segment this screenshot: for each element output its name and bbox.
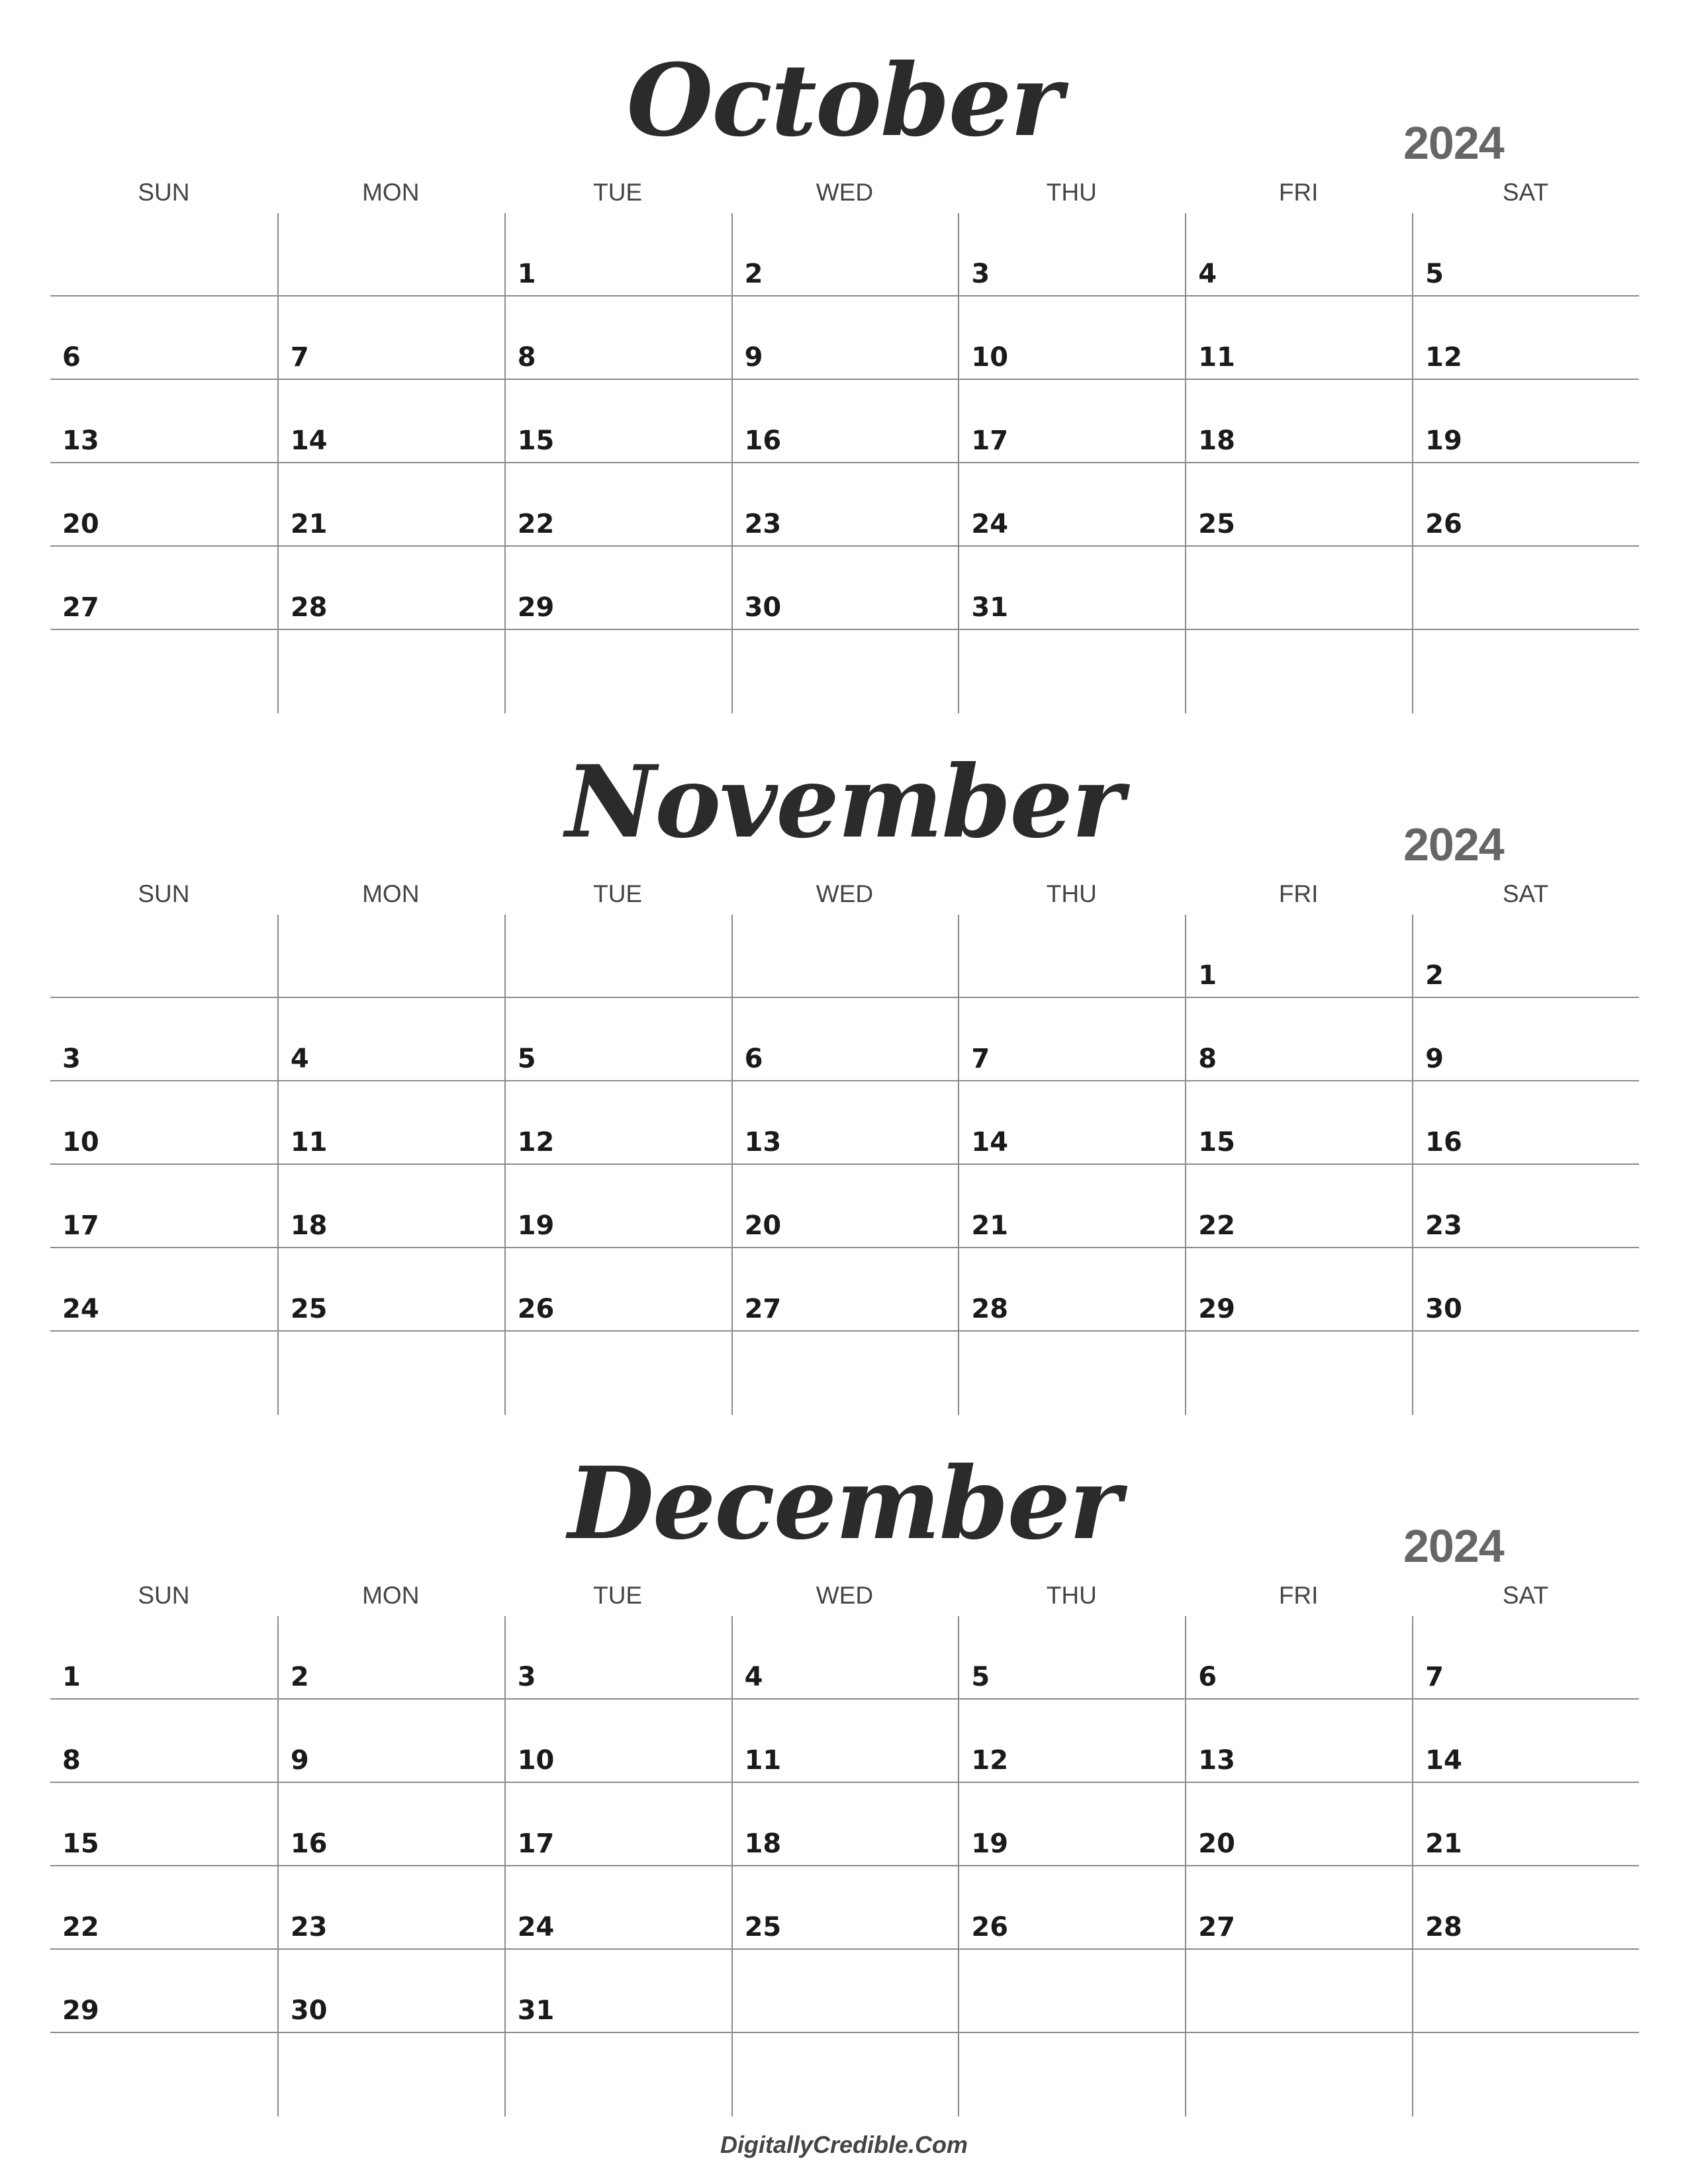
day-cell (1185, 1783, 1412, 1866)
day-number: 30 (744, 592, 782, 623)
day-cell (277, 1950, 504, 2033)
day-cell (1412, 463, 1639, 547)
weekday-label: THU (1046, 1582, 1097, 1609)
day-number: 22 (62, 1912, 99, 1942)
day-cell (50, 1248, 277, 1332)
day-number: 12 (971, 1745, 1009, 1776)
weekday-label: WED (816, 179, 874, 206)
day-number: 20 (744, 1210, 782, 1241)
day-cell (1412, 1616, 1639, 1700)
day-number: 11 (744, 1745, 782, 1776)
month-block-november (0, 702, 1688, 1363)
day-cell (277, 547, 504, 630)
day-number: 13 (62, 426, 99, 456)
day-number: 3 (62, 1044, 81, 1074)
day-number: 29 (62, 1995, 99, 2026)
day-number: 17 (971, 426, 1009, 456)
day-cell (504, 1950, 731, 2033)
day-cell (50, 296, 277, 380)
day-grid (50, 213, 1639, 713)
day-cell (277, 1866, 504, 1950)
day-number: 19 (971, 1829, 1009, 1859)
weekday-label: SAT (1502, 1582, 1549, 1609)
day-number: 5 (1425, 259, 1444, 289)
day-cell (958, 1248, 1185, 1332)
weekday-label: FRI (1278, 1582, 1319, 1609)
day-number: 31 (517, 1995, 555, 2026)
day-cell (50, 547, 277, 630)
weekday-header (50, 1579, 1639, 1612)
day-cell (1412, 1248, 1639, 1332)
weekday-label: TUE (593, 880, 643, 907)
day-cell (731, 1081, 959, 1165)
weekday-label: FRI (1278, 179, 1319, 206)
day-number: 7 (971, 1044, 990, 1074)
day-cell (731, 1616, 959, 1700)
day-cell (504, 915, 731, 998)
month-block-december (0, 1403, 1688, 2065)
day-cell (50, 1165, 277, 1248)
day-cell (504, 296, 731, 380)
day-number: 17 (62, 1210, 99, 1241)
day-number: 24 (971, 509, 1009, 539)
day-cell (504, 1165, 731, 1248)
day-cell (1412, 1081, 1639, 1165)
day-number: 2 (290, 1662, 309, 1692)
day-cell (277, 915, 504, 998)
day-cell (50, 998, 277, 1081)
day-number: 23 (744, 509, 782, 539)
day-number: 30 (1425, 1294, 1462, 1324)
day-number: 20 (1198, 1829, 1235, 1859)
day-number: 5 (971, 1662, 990, 1692)
day-cell (277, 1081, 504, 1165)
day-cell (504, 547, 731, 630)
day-number: 14 (1425, 1745, 1462, 1776)
day-number: 12 (1425, 342, 1462, 373)
day-cell (731, 2033, 959, 2116)
day-number: 14 (290, 426, 328, 456)
weekday-label: MON (362, 179, 420, 206)
weekday-label: FRI (1278, 880, 1319, 907)
day-cell (504, 380, 731, 463)
day-number: 10 (971, 342, 1009, 373)
month-title: October (626, 42, 1062, 159)
day-number: 11 (290, 1127, 328, 1158)
day-cell (1185, 296, 1412, 380)
weekday-label: SUN (138, 1582, 190, 1609)
weekday-header (50, 878, 1639, 911)
day-number: 26 (971, 1912, 1009, 1942)
day-number: 1 (1198, 960, 1217, 991)
day-number: 28 (971, 1294, 1009, 1324)
weekday-label: TUE (593, 179, 643, 206)
day-cell (504, 463, 731, 547)
day-number: 28 (290, 592, 328, 623)
day-number: 15 (62, 1829, 99, 1859)
day-number: 22 (517, 509, 555, 539)
weekday-label: THU (1046, 880, 1097, 907)
day-number: 1 (517, 259, 536, 289)
day-cell (50, 1950, 277, 2033)
day-cell (958, 1616, 1185, 1700)
day-cell (958, 547, 1185, 630)
day-number: 9 (744, 342, 763, 373)
day-cell (504, 1700, 731, 1783)
day-number: 27 (62, 592, 99, 623)
year-label: 2024 (1403, 117, 1504, 169)
day-cell (958, 1866, 1185, 1950)
day-number: 5 (517, 1044, 536, 1074)
day-number: 29 (517, 592, 555, 623)
day-cell (1185, 213, 1412, 296)
day-number: 26 (517, 1294, 555, 1324)
weekday-label: WED (816, 880, 874, 907)
day-cell (1412, 998, 1639, 1081)
day-number: 31 (971, 592, 1009, 623)
day-cell (504, 1783, 731, 1866)
day-cell (1185, 1248, 1412, 1332)
day-cell (277, 1165, 504, 1248)
day-number: 16 (1425, 1127, 1462, 1158)
day-cell (1185, 1866, 1412, 1950)
day-cell (50, 915, 277, 998)
day-cell (1185, 1950, 1412, 2033)
day-cell (958, 2033, 1185, 2116)
day-cell (1185, 547, 1412, 630)
day-cell (504, 1248, 731, 1332)
day-number: 23 (1425, 1210, 1462, 1241)
day-number: 6 (744, 1044, 763, 1074)
day-number: 8 (517, 342, 536, 373)
weekday-label: SAT (1502, 880, 1549, 907)
day-cell (1185, 380, 1412, 463)
day-cell (1185, 1616, 1412, 1700)
day-number: 2 (744, 259, 763, 289)
day-number: 13 (1198, 1745, 1235, 1776)
day-number: 4 (290, 1044, 309, 1074)
weekday-header (50, 176, 1639, 209)
day-number: 25 (1198, 509, 1235, 539)
day-number: 7 (290, 342, 309, 373)
day-cell (50, 380, 277, 463)
day-cell (50, 1866, 277, 1950)
day-cell (731, 915, 959, 998)
day-number: 7 (1425, 1662, 1444, 1692)
day-number: 14 (971, 1127, 1009, 1158)
day-cell (731, 380, 959, 463)
year-label: 2024 (1403, 819, 1504, 870)
day-number: 3 (971, 259, 990, 289)
day-cell (731, 213, 959, 296)
day-number: 8 (62, 1745, 81, 1776)
day-cell (958, 1700, 1185, 1783)
day-cell (958, 296, 1185, 380)
day-cell (731, 998, 959, 1081)
day-cell (1185, 998, 1412, 1081)
weekday-label: SUN (138, 880, 190, 907)
day-number: 17 (517, 1829, 555, 1859)
day-cell (958, 915, 1185, 998)
day-number: 15 (517, 426, 555, 456)
day-number: 22 (1198, 1210, 1235, 1241)
day-cell (731, 1783, 959, 1866)
weekday-label: WED (816, 1582, 874, 1609)
day-cell (1412, 1700, 1639, 1783)
day-number: 16 (290, 1829, 328, 1859)
day-cell (504, 1616, 731, 1700)
day-number: 29 (1198, 1294, 1235, 1324)
day-cell (277, 2033, 504, 2116)
day-cell (731, 1165, 959, 1248)
day-cell (1185, 915, 1412, 998)
day-number: 21 (290, 509, 328, 539)
day-number: 2 (1425, 960, 1444, 991)
month-title: December (567, 1445, 1121, 1562)
weekday-label: MON (362, 880, 420, 907)
day-cell (958, 1783, 1185, 1866)
day-number: 1 (62, 1662, 81, 1692)
day-cell (277, 463, 504, 547)
day-number: 28 (1425, 1912, 1462, 1942)
day-cell (958, 1165, 1185, 1248)
day-cell (277, 998, 504, 1081)
day-cell (958, 1950, 1185, 2033)
day-number: 26 (1425, 509, 1462, 539)
day-number: 12 (517, 1127, 555, 1158)
day-cell (1412, 915, 1639, 998)
day-cell (50, 1081, 277, 1165)
day-number: 11 (1198, 342, 1235, 373)
day-cell (277, 1248, 504, 1332)
weekday-label: MON (362, 1582, 420, 1609)
day-cell (1412, 1950, 1639, 2033)
year-label: 2024 (1403, 1520, 1504, 1572)
footer-site-credit: DigitallyCredible.Com (720, 2131, 968, 2158)
day-number: 18 (744, 1829, 782, 1859)
day-cell (1185, 463, 1412, 547)
day-number: 24 (517, 1912, 555, 1942)
day-cell (504, 213, 731, 296)
day-number: 3 (517, 1662, 536, 1692)
day-cell (1185, 1081, 1412, 1165)
day-cell (504, 998, 731, 1081)
day-cell (504, 1866, 731, 1950)
day-cell (1412, 296, 1639, 380)
day-cell (504, 2033, 731, 2116)
day-number: 24 (62, 1294, 99, 1324)
day-cell (731, 1248, 959, 1332)
day-number: 9 (290, 1745, 309, 1776)
day-number: 10 (62, 1127, 99, 1158)
weekday-label: TUE (593, 1582, 643, 1609)
day-number: 16 (744, 426, 782, 456)
day-number: 6 (62, 342, 81, 373)
day-cell (50, 1783, 277, 1866)
day-cell (731, 463, 959, 547)
day-number: 13 (744, 1127, 782, 1158)
day-cell (958, 213, 1185, 296)
day-cell (731, 296, 959, 380)
day-cell (1185, 2033, 1412, 2116)
day-cell (1412, 1783, 1639, 1866)
day-number: 4 (1198, 259, 1217, 289)
day-cell (50, 2033, 277, 2116)
day-cell (1412, 213, 1639, 296)
day-cell (277, 1700, 504, 1783)
month-title: November (565, 744, 1123, 860)
day-number: 27 (744, 1294, 782, 1324)
day-number: 4 (744, 1662, 763, 1692)
day-cell (1412, 547, 1639, 630)
day-cell (1412, 380, 1639, 463)
day-cell (731, 1700, 959, 1783)
weekday-label: THU (1046, 179, 1097, 206)
day-cell (50, 463, 277, 547)
weekday-label: SAT (1502, 179, 1549, 206)
day-cell (1185, 1700, 1412, 1783)
day-number: 19 (1425, 426, 1462, 456)
day-number: 15 (1198, 1127, 1235, 1158)
day-cell (277, 1783, 504, 1866)
day-number: 21 (971, 1210, 1009, 1241)
month-block-october (0, 0, 1688, 662)
day-number: 8 (1198, 1044, 1217, 1074)
day-cell (958, 463, 1185, 547)
weekday-label: SUN (138, 179, 190, 206)
day-number: 25 (290, 1294, 328, 1324)
day-number: 6 (1198, 1662, 1217, 1692)
day-number: 18 (290, 1210, 328, 1241)
day-cell (958, 998, 1185, 1081)
day-number: 9 (1425, 1044, 1444, 1074)
day-grid (50, 1616, 1639, 2116)
day-cell (50, 1700, 277, 1783)
day-number: 18 (1198, 426, 1235, 456)
day-cell (1412, 1165, 1639, 1248)
day-number: 30 (290, 1995, 328, 2026)
day-cell (277, 213, 504, 296)
day-cell (50, 213, 277, 296)
day-number: 25 (744, 1912, 782, 1942)
day-grid (50, 915, 1639, 1415)
day-cell (277, 1616, 504, 1700)
day-cell (731, 547, 959, 630)
day-number: 20 (62, 509, 99, 539)
day-number: 10 (517, 1745, 555, 1776)
day-cell (50, 1616, 277, 1700)
day-number: 23 (290, 1912, 328, 1942)
day-cell (1412, 1866, 1639, 1950)
day-number: 27 (1198, 1912, 1235, 1942)
day-cell (731, 1866, 959, 1950)
day-cell (1412, 2033, 1639, 2116)
day-cell (504, 1081, 731, 1165)
day-cell (1185, 1165, 1412, 1248)
day-number: 21 (1425, 1829, 1462, 1859)
day-cell (277, 296, 504, 380)
day-cell (958, 380, 1185, 463)
day-cell (731, 1950, 959, 2033)
day-cell (958, 1081, 1185, 1165)
day-cell (277, 380, 504, 463)
day-number: 19 (517, 1210, 555, 1241)
